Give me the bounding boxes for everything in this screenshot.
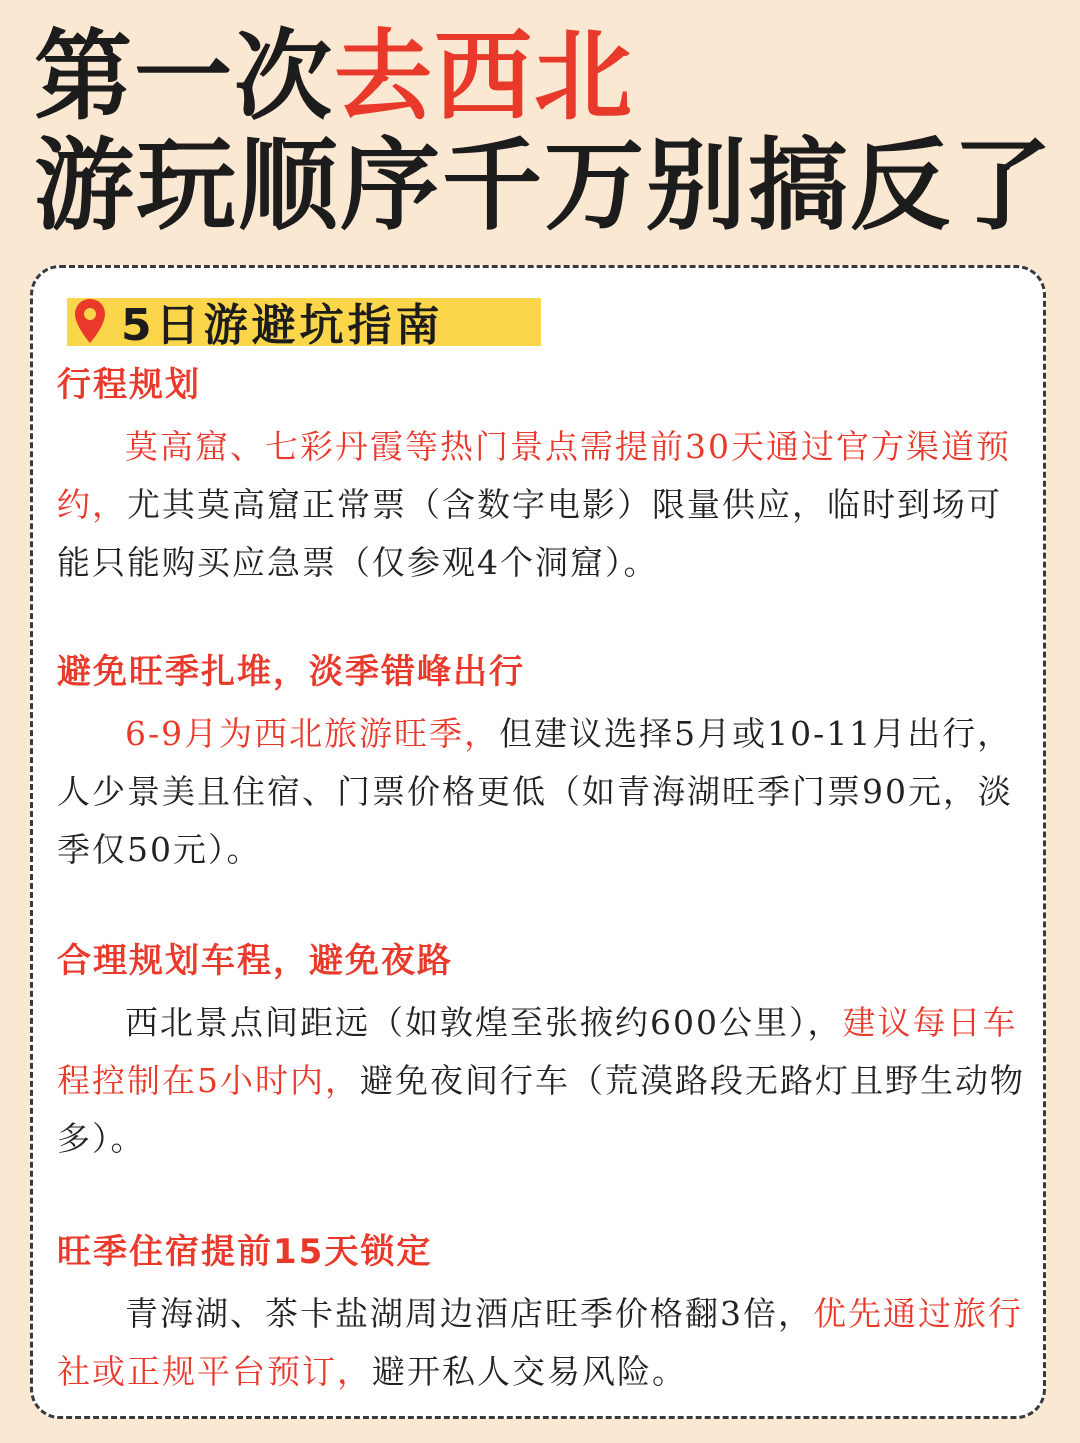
section-lodging xyxy=(57,1231,1027,1401)
section-body-highlight: 优先通过旅行社或正规平台预订， xyxy=(57,1294,1023,1391)
guide-tag xyxy=(67,294,444,351)
tag-text: 5日游避坑指南 xyxy=(121,300,444,351)
section-body-text: 但建议选择5月或10-11月出行，人少景美且住宿、门票价格更低（如青海湖旺季门票90元，淡季仅50元）。 xyxy=(57,714,1013,869)
section-itinerary xyxy=(57,364,1027,592)
section-body-highlight: 建议每日车程控制在5小时内， xyxy=(57,1003,1018,1100)
section-body-text: 避免夜间行车（荒漠路段无路灯且野生动物多）。 xyxy=(57,1061,1025,1158)
headline-plain-text: 第一次 xyxy=(34,20,335,134)
section-body-highlight: 6-9月为西北旅游旺季， xyxy=(125,714,500,753)
section-body xyxy=(57,1285,1027,1401)
section-driving xyxy=(57,940,1027,1168)
headline-highlight-text: 去西北 xyxy=(334,20,635,134)
section-title: 合理规划车程，避免夜路 xyxy=(57,941,453,981)
location-pin-icon xyxy=(73,297,107,345)
section-off-season xyxy=(57,651,1027,879)
guide-card xyxy=(30,265,1046,1419)
headline-line-1 xyxy=(34,22,1064,132)
section-body xyxy=(57,994,1027,1168)
section-title: 旺季住宿提前15天锁定 xyxy=(57,1232,433,1272)
section-body-text: 西北景点间距远（如敦煌至张掖约600公里）， xyxy=(125,1003,843,1042)
section-title: 避免旺季扎堆，淡季错峰出行 xyxy=(57,652,525,692)
section-body-text: 避开私人交易风险。 xyxy=(372,1352,687,1391)
section-body xyxy=(57,418,1027,592)
section-body xyxy=(57,705,1027,879)
section-body-highlight: 莫高窟、七彩丹霞等热门景点需提前30天通过官方渠道预约， xyxy=(57,427,1011,524)
section-title: 行程规划 xyxy=(57,365,201,405)
section-body-text: 青海湖、茶卡盐湖周边酒店旺季价格翻3倍， xyxy=(125,1294,813,1333)
headline-line-2: 游玩顺序千万别搞反了 xyxy=(34,127,1054,244)
section-body-text: 尤其莫高窟正常票（含数字电影）限量供应，临时到场可能只能购买应急票（仅参观4个洞窟）。 xyxy=(57,485,1002,582)
